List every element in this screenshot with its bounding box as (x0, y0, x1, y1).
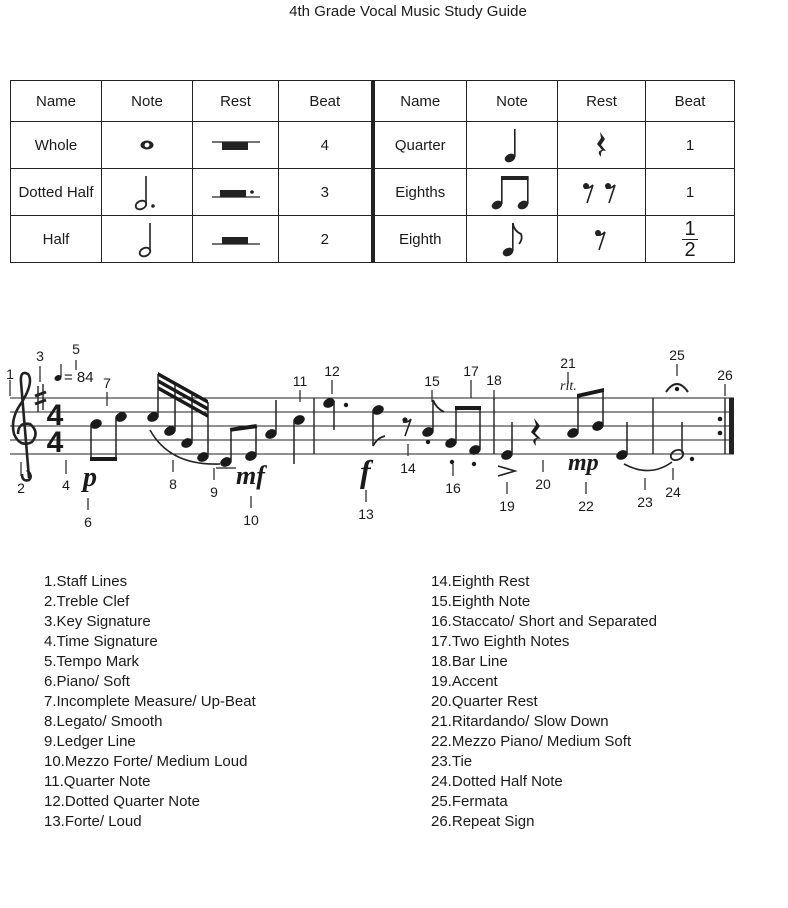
note-name: Eighth (373, 216, 467, 263)
list-item: 16.Staccato/ Short and Separated (431, 613, 657, 630)
list-item: 13.Forte/ Loud (44, 813, 142, 830)
tie (624, 462, 672, 471)
list-item: 14.Eighth Rest (431, 573, 530, 590)
callout-number: 5 (72, 341, 80, 357)
header-beat: Beat (646, 81, 735, 122)
dynamic-forte: f (360, 453, 371, 489)
beat-value: 1 (646, 122, 735, 169)
list-item: 9.Ledger Line (44, 733, 136, 750)
dotted-half-note-m4 (669, 422, 694, 462)
table-row (11, 169, 735, 216)
time-signature-bottom: 4 (46, 426, 64, 459)
list-item: 6.Piano/ Soft (44, 673, 130, 690)
callout-number: 15 (424, 373, 440, 389)
list-item: 3.Key Signature (44, 613, 151, 630)
quarter-note-m3 (615, 422, 630, 462)
callout-number: 22 (578, 498, 594, 514)
half-rest-icon (193, 216, 279, 263)
callout-number: 3 (36, 348, 44, 364)
two-eighth-rests-icon (558, 169, 646, 216)
eighth-note-icon (467, 216, 558, 263)
note-name: Quarter (373, 122, 467, 169)
list-item: 12.Dotted Quarter Note (44, 793, 200, 810)
callout-number: 20 (535, 476, 551, 492)
page-title: 4th Grade Vocal Music Study Guide (289, 3, 527, 20)
list-item: 8.Legato/ Smooth (44, 713, 163, 730)
callout-number: 13 (358, 506, 374, 522)
dynamic-mezzo-piano: mp (568, 450, 599, 476)
callout-number: 17 (463, 363, 479, 379)
callout-number: 8 (169, 476, 177, 492)
beat-value: 4 (279, 122, 373, 169)
list-item: 17.Two Eighth Notes (431, 633, 570, 650)
header-note: Note (467, 81, 558, 122)
pickup-eighth-notes (89, 410, 129, 461)
callout-number: 21 (560, 355, 576, 371)
list-item: 10.Mezzo Forte/ Medium Loud (44, 753, 248, 770)
accented-quarter-note (498, 422, 515, 476)
list-item: 15.Eighth Note (431, 593, 531, 610)
list-item: 2.Treble Clef (44, 593, 130, 610)
half-note-icon (102, 216, 193, 263)
treble-clef-icon (13, 373, 36, 480)
callout-number: 19 (499, 498, 515, 514)
dynamic-piano: p (83, 462, 97, 493)
note-name: Half (11, 216, 102, 263)
callout-number: 16 (445, 480, 461, 496)
dynamic-mezzo-forte: mf (236, 461, 265, 490)
time-signature-top: 4 (46, 399, 64, 432)
beat-fraction: $\frac{1}{2}$ (684, 217, 696, 261)
ritardando-mark: rit. (560, 379, 577, 394)
table-header-row (11, 81, 735, 122)
header-name: Name (373, 81, 467, 122)
header-note: Note (102, 81, 193, 122)
list-item: 23.Tie (431, 753, 473, 770)
beat-value (646, 216, 735, 263)
callout-number: 18 (486, 372, 502, 388)
music-staff-example (0, 338, 788, 538)
list-item: 7.Incomplete Measure/ Up-Beat (44, 693, 256, 710)
list-item: 24.Dotted Half Note (431, 773, 563, 790)
beat-value: 3 (279, 169, 373, 216)
callout-number: 23 (637, 494, 653, 510)
two-eighth-notes-m3 (566, 388, 606, 440)
callout-number: 12 (324, 363, 340, 379)
beat-value: 2 (279, 216, 373, 263)
list-item: 1.Staff Lines (44, 573, 128, 590)
eighth-rest-icon (558, 216, 646, 263)
list-item: 18.Bar Line (431, 653, 508, 670)
callouts (6, 341, 733, 530)
list-item: 22.Mezzo Piano/ Medium Soft (431, 733, 632, 750)
header-beat: Beat (279, 81, 373, 122)
beat-value: 1 (646, 169, 735, 216)
callout-number: 26 (717, 367, 733, 383)
terms-list-right (431, 572, 657, 832)
sixteenth-note-run (146, 372, 211, 464)
header-rest: Rest (558, 81, 646, 122)
fermata (666, 384, 688, 392)
list-item: 4.Time Signature (44, 633, 158, 650)
tempo-value: = 84 (64, 369, 94, 386)
note-name: Eighths (373, 169, 467, 216)
list-item: 25.Fermata (431, 793, 508, 810)
callout-number: 4 (62, 477, 70, 493)
header-rest: Rest (193, 81, 279, 122)
callout-number: 7 (103, 375, 111, 391)
header-name: Name (11, 81, 102, 122)
quarter-note-icon (467, 122, 558, 169)
callout-number: 2 (17, 480, 25, 496)
callout-number: 10 (243, 512, 259, 528)
table-row (11, 216, 735, 263)
list-item: 5.Tempo Mark (44, 653, 140, 670)
list-item: 19.Accent (431, 673, 498, 690)
note-values-table (10, 80, 735, 263)
tempo-mark (54, 364, 94, 386)
eighth-rest-m2 (402, 417, 411, 436)
note-name: Dotted Half (11, 169, 102, 216)
list-item: 26.Repeat Sign (431, 813, 535, 830)
callout-number: 25 (669, 347, 685, 363)
terms-list-left (44, 572, 256, 832)
callout-number: 9 (210, 484, 218, 500)
dotted-half-note-icon (102, 169, 193, 216)
table-row (11, 122, 735, 169)
callout-number: 6 (84, 514, 92, 530)
whole-note-icon (102, 122, 193, 169)
list-item: 11.Quarter Note (44, 773, 151, 790)
list-item: 21.Ritardando/ Slow Down (431, 713, 609, 730)
dotted-half-rest-icon (193, 169, 279, 216)
staccato-eighth-notes (421, 400, 483, 466)
callout-number: 1 (6, 366, 14, 382)
callout-number: 14 (400, 460, 416, 476)
callout-number: 11 (292, 373, 308, 389)
dotted-quarter-note (322, 396, 349, 430)
beamed-eighth-notes-icon (467, 169, 558, 216)
callout-number: 24 (665, 484, 681, 500)
quarter-rest-icon (558, 122, 646, 169)
whole-rest-icon (193, 122, 279, 169)
staff-lines (10, 398, 734, 454)
list-item: 20.Quarter Rest (431, 693, 538, 710)
note-name: Whole (11, 122, 102, 169)
quarter-rest-m3 (531, 418, 541, 446)
